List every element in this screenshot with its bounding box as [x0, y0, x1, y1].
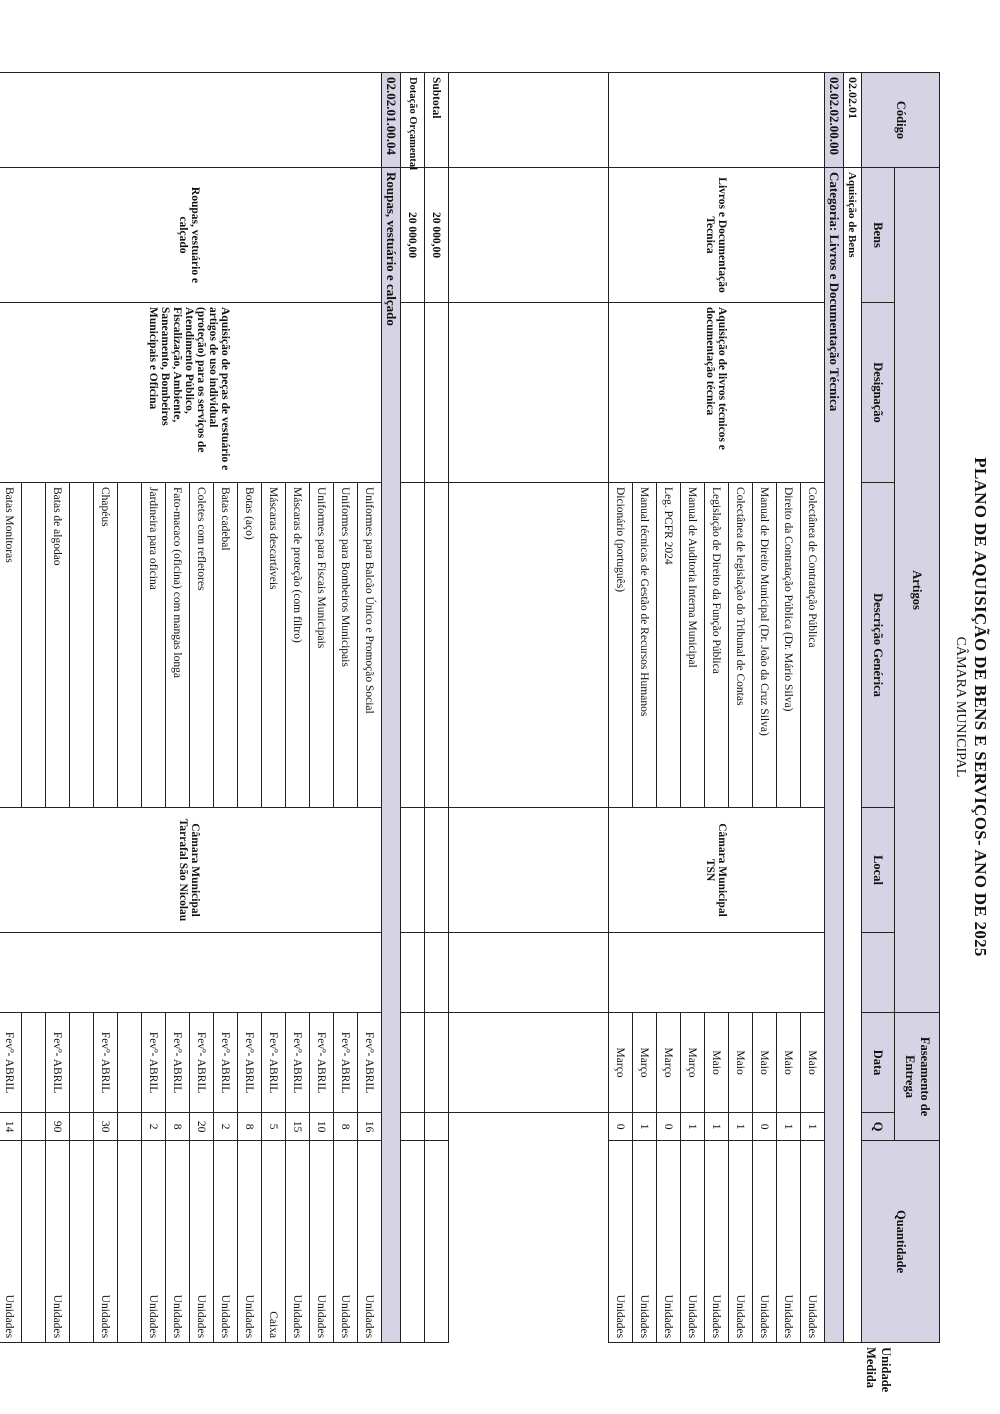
descricao-cell: Chapéus — [94, 483, 118, 808]
data-cell — [118, 1013, 142, 1113]
unidade-cell: Unidades — [705, 1141, 729, 1343]
data-cell: Fevº- ABRIL — [358, 1013, 382, 1113]
data-cell — [70, 1013, 94, 1113]
descricao-cell: Fato-macaco (oficina) com mangas longa — [166, 483, 190, 808]
data-cell: Fevº- ABRIL — [214, 1013, 238, 1113]
dotacao-row — [401, 73, 425, 1343]
descricao-cell: Dicionário (português) — [609, 483, 633, 808]
unidade-cell: Unidades — [94, 1141, 118, 1343]
designacao-cell: Aquisição de livros técnicos e documentação técnica — [609, 303, 825, 483]
data-cell: Março — [633, 1013, 657, 1113]
descricao-cell: Máscaras descartáveis — [262, 483, 286, 808]
q-cell: 1 — [705, 1113, 729, 1141]
unidade-cell: Unidades — [358, 1141, 382, 1343]
q-cell: 14 — [0, 1113, 22, 1141]
col-header-blank — [862, 933, 895, 1013]
local-cell: Câmara Municipal Tarrafal São Nicolau — [0, 808, 382, 933]
descricao-cell: Batas Monitoras — [0, 483, 22, 808]
descricao-cell: Uniformes para Bombeiros Municipais — [334, 483, 358, 808]
q-cell: 1 — [777, 1113, 801, 1141]
q-cell: 15 — [286, 1113, 310, 1141]
unidade-cell — [70, 1141, 94, 1343]
bens-cell: Roupas, vestuário e calçado — [0, 168, 382, 303]
descricao-cell: Coletes com refletores — [190, 483, 214, 808]
data-cell: Fevº- ABRIL — [190, 1013, 214, 1113]
data-cell: Março — [681, 1013, 705, 1113]
q-cell: 0 — [657, 1113, 681, 1141]
data-cell: Fevº- ABRIL — [286, 1013, 310, 1113]
subtotal-label: Subtotal — [425, 73, 449, 168]
q-cell: 90 — [46, 1113, 70, 1141]
q-cell: 0 — [753, 1113, 777, 1141]
category-code: 02.02.01.00.04 — [382, 73, 401, 168]
descricao-cell: Colectânea de Contratação Pública — [801, 483, 825, 808]
unidade-cell: Unidades — [334, 1141, 358, 1343]
q-cell: 16 — [358, 1113, 382, 1141]
unidade-cell: Unidades — [777, 1141, 801, 1343]
col-header-faseamento: Faseamento de Entrega — [895, 1013, 940, 1141]
document-title: PLANO DE AQUISIÇÃO DE BENS E SERVIÇOS- ANO DE 2025 — [971, 457, 990, 957]
q-cell: 5 — [262, 1113, 286, 1141]
q-cell: 0 — [609, 1113, 633, 1141]
unidade-cell: Unidades — [214, 1141, 238, 1343]
descricao-cell: Leg. PCFR 2024 — [657, 483, 681, 808]
acquisition-table: Código Artigos Faseamento de Entrega Quantidade Bens Designação Descrição Genérica Local Data Q Unidade Medida 02.02.01 Aquisição de Bens 02.02.02.00.00 Categoria: Livros e Documentação Técnica Livros e Documentação Tecnica Aquisição de livros técnicos e documentação técnica Colectânea de Contratação Pública Câmara Municipal TSN Maio 1 Unidades Direito da Contratação Pública (Dr. Mário Silva) Maio 1 Unidades Manual de Direito Municipal (Dr. João da Cruz Silva) Maio 0 Unidades Colectânea de legislação do Tribunal de Contas Maio 1 Unidades Legislação de Direito da Função Pública Maio 1 Unidades Manual de Auditoria Interna Municipal Março 1 Unidades Leg. PCFR 2024 Março 0 Unidades Manual técnicas de Gestão de Recursos Humanos Março 1 Unidades Dicionário (português) Março 0 Unidades Subtotal 20 000,00 Dotação Orçamental 20 000,00 02.02.01.00.04 Roupas, vestuário e calçado Roupas, vestuário e calçado Aquisição de peças de vestuário e artigos de uso individual (proteção) para os serviços de Atendimento Público, Fiscalização, Ambiente, Saneamento, Bombeiros Municipais e Oficina Uniformes para Balcão Único e Promoção Social Câmara Municipal Tarrafal São Nicolau Fevº- ABRIL 16 Unidades Uniformes para Bombeiros Municipais Fevº- ABRIL 8 Unidades Uniformes para Fiscais Municipais Fevº- ABRIL 10 Unidades Máscaras de proteção (com filtro) Fevº- ABRIL 15 Unidades Máscaras descartáveis Fevº- ABRIL 5 Caixa Botas (aço) Fevº- ABRIL 8 Unidades Batas cadebal Fevº- ABRIL 2 Unidades Coletes com refletores Fevº- ABRIL 20 Unidades Fato-macaco (oficina) com mangas longa Fevº- ABRIL 8 Unidades Jardineira para oficina Fevº- ABRIL 2 Unidades Chapéus Fevº- ABRIL 30 Unidades Batas de algodao Fevº- ABRIL 90 Unidades Batas Monitoras Fevº- ABRIL 14 Unidades — [0, 72, 940, 1343]
unidade-cell: Unidades — [238, 1141, 262, 1343]
data-cell: Maio — [801, 1013, 825, 1113]
col-header-quantidade: Quantidade — [862, 1141, 940, 1343]
unidade-cell — [118, 1141, 142, 1343]
descricao-cell: Manual de Direito Municipal (Dr. João da Cruz Silva) — [753, 483, 777, 808]
col-header-bens: Bens — [862, 168, 895, 303]
subtotal-row — [425, 73, 449, 1343]
q-cell — [70, 1113, 94, 1141]
unidade-cell: Unidades — [142, 1141, 166, 1343]
designacao-cell: Aquisição de peças de vestuário e artigos de uso individual (proteção) para os serviços de Atendimento Público, Fiscalização, Ambiente, Saneamento, Bombeiros Municipais e Oficina — [0, 303, 382, 483]
col-header-q: Q — [862, 1113, 895, 1141]
descricao-cell: Uniformes para Balcão Único e Promoção Social — [358, 483, 382, 808]
col-header-codigo: Código — [862, 73, 940, 168]
q-cell: 1 — [801, 1113, 825, 1141]
data-cell: Maio — [753, 1013, 777, 1113]
descricao-cell: Jardineira para oficina — [142, 483, 166, 808]
q-cell: 2 — [142, 1113, 166, 1141]
unidade-cell — [22, 1141, 46, 1343]
unidade-cell: Unidades — [310, 1141, 334, 1343]
data-cell: Fevº- ABRIL — [166, 1013, 190, 1113]
table-row — [358, 73, 382, 1343]
unidade-cell: Unidades — [801, 1141, 825, 1343]
unidade-cell: Unidades — [46, 1141, 70, 1343]
data-cell: Março — [609, 1013, 633, 1113]
data-cell: Maio — [777, 1013, 801, 1113]
q-cell: 1 — [633, 1113, 657, 1141]
category-row-roupas — [382, 73, 401, 1343]
q-cell: 8 — [238, 1113, 262, 1141]
data-cell: Fevº- ABRIL — [334, 1013, 358, 1113]
descricao-cell: Colectânea de legislação do Tribunal de Contas — [729, 483, 753, 808]
q-cell: 30 — [94, 1113, 118, 1141]
unidade-cell: Unidades — [609, 1141, 633, 1343]
data-cell: Fevº- ABRIL — [142, 1013, 166, 1113]
q-cell: 20 — [190, 1113, 214, 1141]
q-cell: 1 — [681, 1113, 705, 1141]
section-label: Aquisição de Bens — [844, 168, 862, 1343]
data-cell: Fevº- ABRIL — [262, 1013, 286, 1113]
q-cell: 10 — [310, 1113, 334, 1141]
q-cell: 8 — [166, 1113, 190, 1141]
q-cell: 1 — [729, 1113, 753, 1141]
descricao-cell: Manual de Auditoria Interna Municipal — [681, 483, 705, 808]
descricao-cell — [70, 483, 94, 808]
dotacao-label: Dotação Orçamental — [401, 73, 425, 168]
q-cell: 8 — [334, 1113, 358, 1141]
table-row — [801, 73, 825, 1343]
q-cell — [118, 1113, 142, 1141]
descricao-cell: Legislação de Direito da Função Pública — [705, 483, 729, 808]
unidade-cell: Unidades — [753, 1141, 777, 1343]
unidade-cell: Unidades — [729, 1141, 753, 1343]
col-header-artigos: Artigos — [895, 168, 940, 1013]
data-cell: Maio — [705, 1013, 729, 1113]
bens-cell: Livros e Documentação Tecnica — [609, 168, 825, 303]
q-cell: 2 — [214, 1113, 238, 1141]
descricao-cell: Direito da Contratação Pública (Dr. Mário Silva) — [777, 483, 801, 808]
descricao-cell: Máscaras de proteção (com filtro) — [286, 483, 310, 808]
data-cell: Maio — [729, 1013, 753, 1113]
document-subtitle: CÂMARA MUNICIPAL — [953, 636, 968, 778]
local-cell: Câmara Municipal TSN — [609, 808, 825, 933]
unidade-cell: Unidades — [657, 1141, 681, 1343]
data-cell: Fevº- ABRIL — [310, 1013, 334, 1113]
section-code: 02.02.01 — [844, 73, 862, 168]
category-row-livros — [825, 73, 844, 1343]
category-label: Roupas, vestuário e calçado — [382, 168, 401, 1343]
descricao-cell: Batas de algodao — [46, 483, 70, 808]
unidade-cell: Unidades — [166, 1141, 190, 1343]
col-header-descricao: Descrição Genérica — [862, 483, 895, 808]
unidade-cell: Unidades — [286, 1141, 310, 1343]
data-cell — [22, 1013, 46, 1113]
descricao-cell — [118, 483, 142, 808]
subtotal-value: 20 000,00 — [425, 168, 449, 303]
table-body — [0, 73, 862, 1343]
category-label: Categoria: Livros e Documentação Técnica — [825, 168, 844, 1343]
col-header-data: Data — [862, 1013, 895, 1113]
unidade-cell: Unidades — [633, 1141, 657, 1343]
descricao-cell: Batas cadebal — [214, 483, 238, 808]
unidade-cell: Unidades — [681, 1141, 705, 1343]
table-row-spacer — [449, 73, 609, 1343]
descricao-cell: Botas (aço) — [238, 483, 262, 808]
descricao-cell: Manual técnicas de Gestão de Recursos Humanos — [633, 483, 657, 808]
q-cell — [22, 1113, 46, 1141]
unidade-cell: Unidades — [190, 1141, 214, 1343]
col-header-local: Local — [862, 808, 895, 933]
data-cell: Fevº- ABRIL — [46, 1013, 70, 1113]
descricao-cell — [22, 483, 46, 808]
col-header-designacao: Designação — [862, 303, 895, 483]
data-cell: Fevº- ABRIL — [0, 1013, 22, 1113]
data-cell: Fevº- ABRIL — [94, 1013, 118, 1113]
category-code: 02.02.02.00.00 — [825, 73, 844, 168]
data-cell: Fevº- ABRIL — [238, 1013, 262, 1113]
unidade-cell: Unidades — [0, 1141, 22, 1343]
dotacao-value: 20 000,00 — [401, 168, 425, 303]
descricao-cell: Uniformes para Fiscais Municipais — [310, 483, 334, 808]
unidade-cell: Caixa — [262, 1141, 286, 1343]
data-cell: Março — [657, 1013, 681, 1113]
